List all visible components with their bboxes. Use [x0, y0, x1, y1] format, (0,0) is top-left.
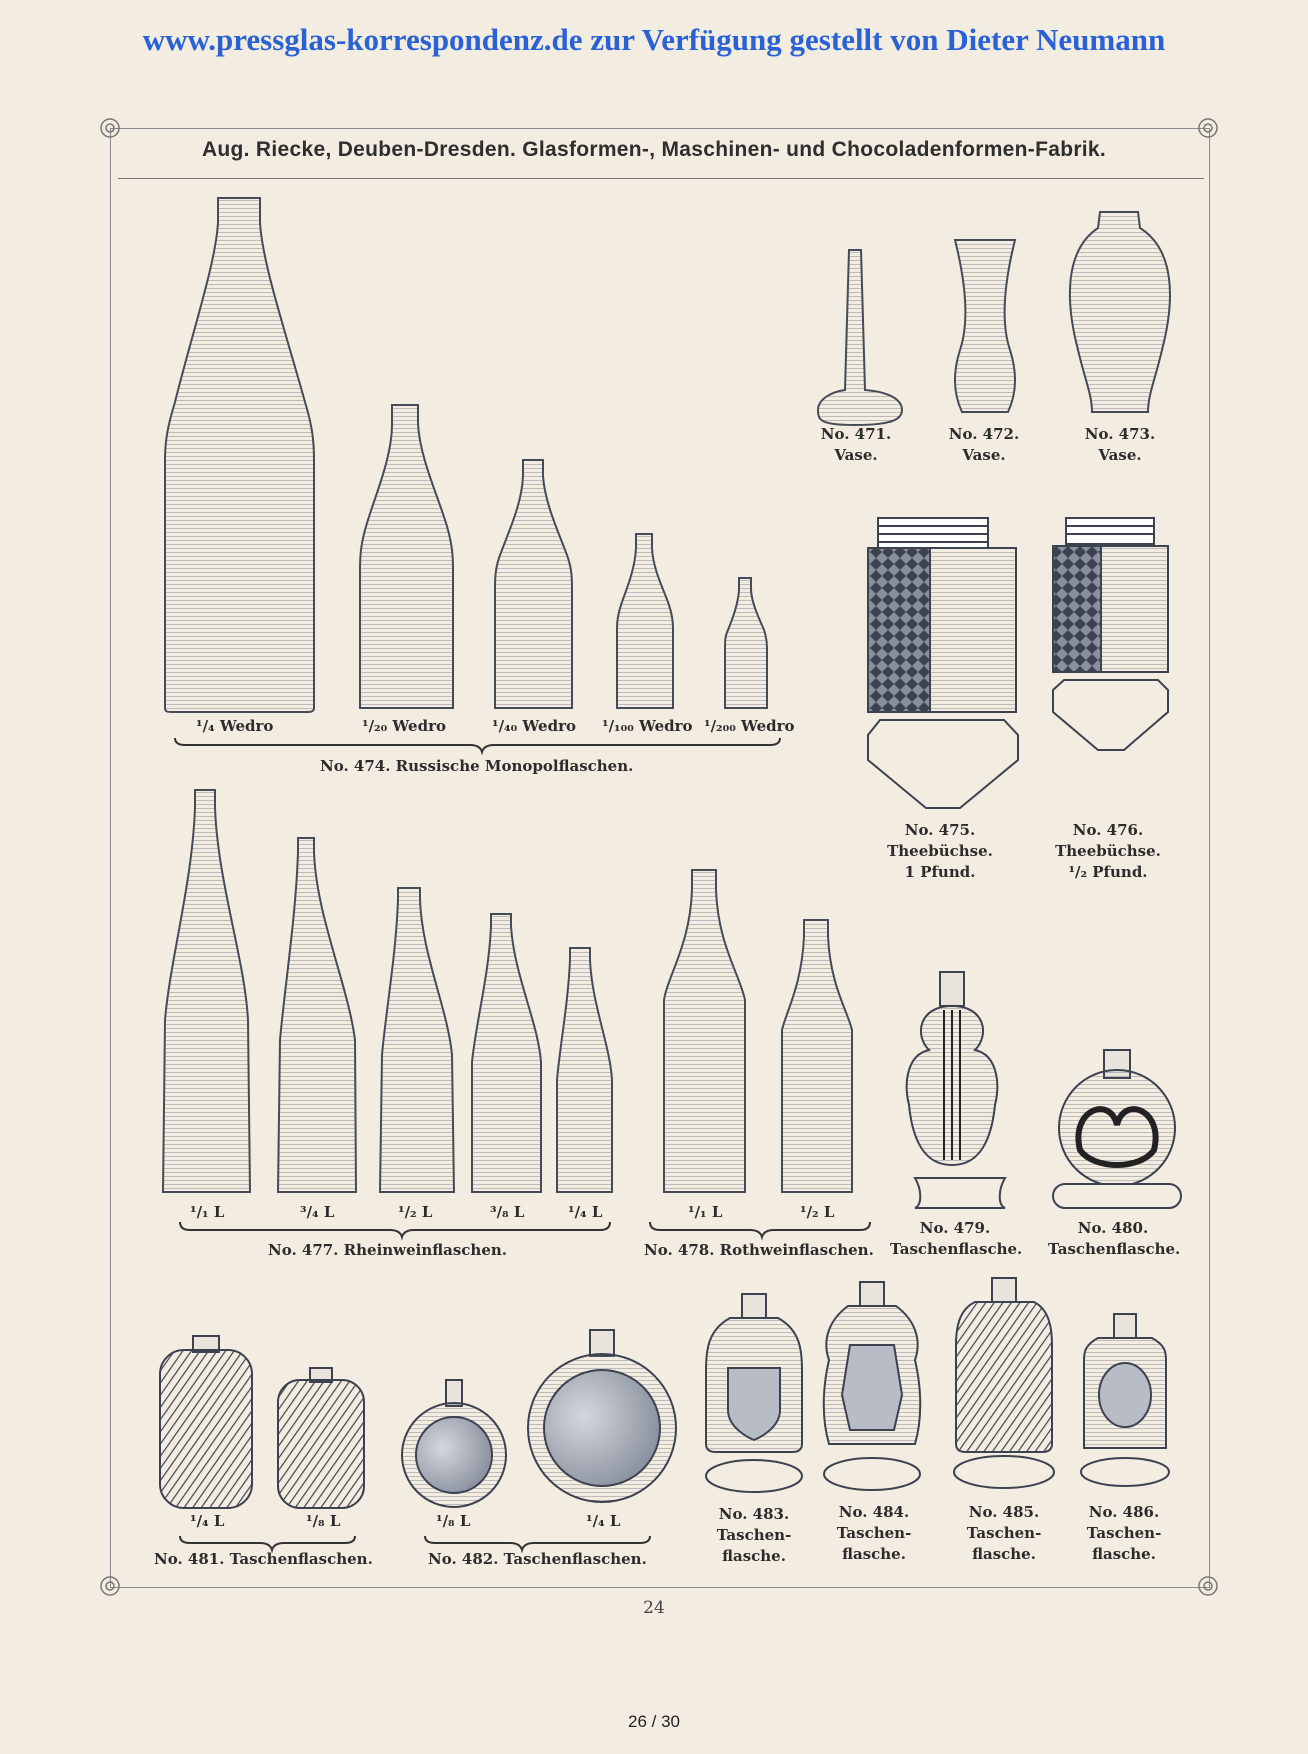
bottle-477-1-icon — [163, 790, 250, 1192]
brace-474 — [175, 738, 780, 752]
bottle-474-5-icon — [725, 578, 767, 708]
brace-481 — [180, 1536, 355, 1550]
vase-473-icon — [1070, 212, 1170, 412]
size-label: ¹/₂ L — [398, 1203, 433, 1221]
size-label: ¹/₈ L — [436, 1512, 471, 1530]
caption-485: No. 485. Taschen- flasche. — [966, 1503, 1042, 1563]
caption-477: No. 477. Rheinweinflaschen. — [268, 1241, 508, 1259]
brace-478 — [650, 1222, 870, 1237]
caption-484: No. 484. Taschen- flasche. — [836, 1503, 912, 1563]
size-label: ¹/₁ L — [190, 1203, 225, 1221]
bottle-474-2-icon — [360, 405, 453, 708]
bottle-478-2-icon — [782, 920, 852, 1192]
flask-480-pretzel-icon — [1053, 1050, 1181, 1208]
caption-486: No. 486. Taschen- flasche. — [1086, 1503, 1162, 1563]
flask-481-1-icon — [160, 1336, 252, 1508]
caption-481: No. 481. Taschenflaschen. — [154, 1550, 373, 1568]
caption-478: No. 478. Rothweinflaschen. — [644, 1241, 874, 1259]
header-rule — [118, 178, 1204, 179]
flask-482-2-icon — [528, 1330, 676, 1502]
caption-476: No. 476. Theebüchse. ¹/₂ Pfund. — [1055, 821, 1161, 881]
size-label: ¹/₈ L — [306, 1512, 341, 1530]
flask-485-icon — [954, 1278, 1054, 1488]
brace-477 — [180, 1222, 610, 1237]
bottle-477-2-icon — [278, 838, 356, 1192]
caption-475: No. 475. Theebüchse. 1 Pfund. — [887, 821, 993, 881]
flask-479-violin-icon — [907, 972, 1005, 1208]
size-label: ¹/₂₀ Wedro — [362, 717, 446, 735]
bottle-474-4-icon — [617, 534, 673, 708]
bottle-477-3-icon — [380, 888, 454, 1192]
size-label: ¹/₁₀₀ Wedro — [602, 717, 693, 735]
bottle-478-1-icon — [664, 870, 745, 1192]
caption-474: No. 474. Russische Monopolflaschen. — [320, 757, 634, 775]
size-label: ¹/₄ L — [568, 1203, 603, 1221]
caption-480: No. 480. Taschenflasche. — [1048, 1219, 1181, 1258]
size-label: ³/₄ L — [300, 1203, 335, 1221]
caption-483: No. 483. Taschen- flasche. — [716, 1505, 792, 1565]
caption-479: No. 479. Taschenflasche. — [890, 1219, 1023, 1258]
catalog-header: Aug. Riecke, Deuben-Dresden. Glasformen-, Maschinen- und Chocoladenformen-Fabrik. — [201, 138, 1107, 161]
caption-482: No. 482. Taschenflaschen. — [428, 1550, 647, 1568]
flask-483-icon — [706, 1294, 802, 1492]
flask-486-icon — [1081, 1314, 1169, 1486]
bottle-474-1-icon — [165, 198, 314, 712]
page-number: 24 — [643, 1598, 665, 1618]
bottle-474-3-icon — [495, 460, 572, 708]
tea-tin-475-icon — [868, 518, 1018, 808]
flask-482-1-icon — [402, 1380, 506, 1507]
size-label: ¹/₁ L — [688, 1203, 723, 1221]
caption-472: No. 472. Vase. — [948, 425, 1020, 464]
bottle-477-5-icon — [557, 948, 612, 1192]
size-label: ¹/₄ L — [586, 1512, 621, 1530]
bottle-477-4-icon — [472, 914, 541, 1192]
vase-472-icon — [955, 240, 1015, 412]
flask-481-2-icon — [278, 1368, 364, 1508]
size-label: ¹/₄ Wedro — [196, 717, 274, 735]
brace-482 — [425, 1536, 650, 1550]
watermark-url[interactable]: www.pressglas-korrespondenz.de zur Verfügung gestellt von Dieter Neumann — [142, 22, 1166, 57]
tea-tin-476-icon — [1053, 518, 1168, 750]
size-label: ¹/₄ L — [190, 1512, 225, 1530]
vase-471-icon — [818, 250, 902, 425]
caption-473: No. 473. Vase. — [1084, 425, 1156, 464]
size-label: ¹/₂ L — [800, 1203, 835, 1221]
page-counter: 26 / 30 — [628, 1712, 680, 1731]
size-label: ¹/₄₀ Wedro — [492, 717, 576, 735]
flask-484-icon — [824, 1282, 921, 1490]
size-label: ¹/₂₀₀ Wedro — [704, 717, 795, 735]
caption-471: No. 471. Vase. — [820, 425, 892, 464]
size-label: ³/₈ L — [490, 1203, 525, 1221]
